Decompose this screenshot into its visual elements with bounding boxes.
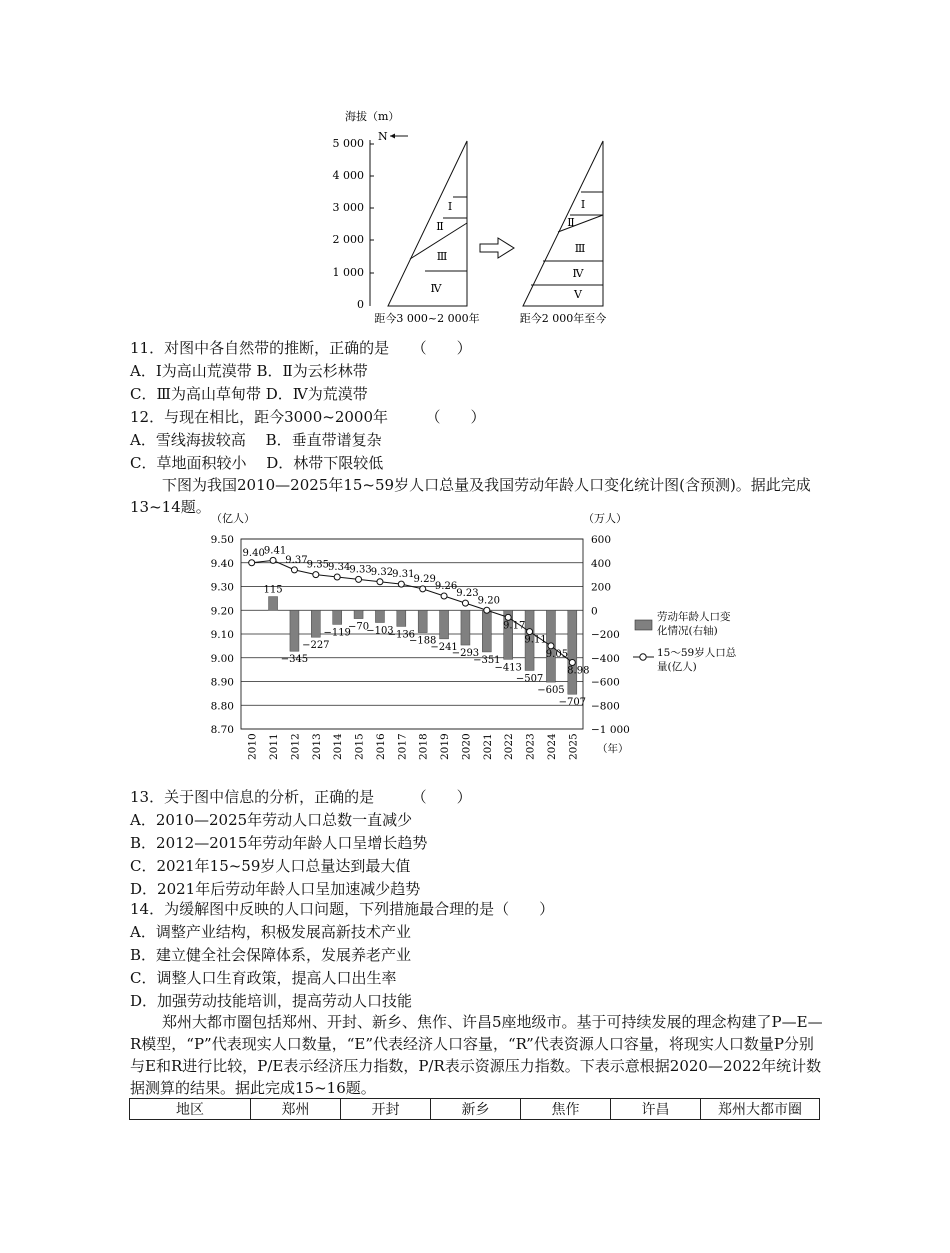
population-value-label: 9.33: [349, 564, 372, 576]
population-value-label: 9.35: [306, 559, 329, 571]
change-bar: [269, 597, 278, 611]
bar-value-label: −136: [387, 629, 416, 641]
figure1-ylabel: 海拔（m）: [345, 110, 400, 123]
population-value-label: 9.29: [413, 573, 436, 585]
table-header-cell: 新乡: [431, 1099, 521, 1120]
bar-value-label: −103: [366, 625, 394, 637]
table-header-cell: 焦作: [521, 1099, 611, 1120]
left-tick-label: 9.30: [210, 581, 234, 594]
population-point: [441, 593, 447, 599]
x-tick-label: 2020: [460, 733, 473, 760]
change-bar: [354, 610, 363, 618]
left-zone-1: Ⅰ: [447, 200, 453, 213]
legend-bar-text-2: 化情况(右轴): [657, 625, 718, 637]
population-point: [356, 576, 362, 582]
population-value-label: 9.26: [434, 581, 458, 592]
change-bar: [440, 610, 449, 639]
x-tick-label: 2013: [310, 733, 323, 760]
population-chart: [195, 508, 795, 763]
bar-value-label: −345: [280, 654, 309, 666]
q14-option-c: C．调整人口生育政策，提高人口出生率: [130, 969, 397, 987]
x-tick-label: 2021: [481, 733, 494, 760]
table-header-cell: 郑州: [251, 1099, 341, 1120]
population-value-label: 9.20: [477, 595, 500, 607]
q13-option-b: B．2012—2015年劳动年龄人口呈增长趋势: [130, 834, 428, 852]
population-value-label: 8.98: [567, 665, 590, 677]
q13-stem: 13．关于图中信息的分析，正确的是 （ ）: [130, 788, 472, 806]
ytick-3000: 3 000: [332, 201, 364, 214]
table-header-cell: 许昌: [611, 1099, 701, 1120]
right-mountain-profile: [523, 141, 603, 306]
population-value-label: 9.32: [370, 566, 394, 578]
intro-15-16: 郑州大都市圈包括郑州、开封、新乡、焦作、许昌5座地级市。基于可持续发展的理念构建了P—E—R模型，“P”代表现实人口数量，“E”代表经济人口容量，“R”代表资源人口容量，将现实人口数量P分别与E和R进行比较，P/E表示经济压力指数，P/R表示资源压力指数。下表示意根据2020—2022年统计数据测算的结果。据此完成15~16题。: [130, 1013, 823, 1097]
population-point: [398, 581, 404, 587]
right-tick-label: −200: [591, 629, 620, 641]
legend-line-marker: [640, 654, 646, 660]
bar-value-label: −605: [537, 685, 565, 697]
bar-value-label: −293: [451, 648, 480, 660]
transition-arrow-icon: [480, 238, 514, 258]
bar-value-label: −241: [430, 641, 458, 653]
change-bar: [311, 610, 320, 637]
left-zone-4: Ⅳ: [430, 282, 442, 295]
change-bar: [418, 610, 427, 632]
change-bar: [568, 610, 577, 694]
bar-value-label: −507: [515, 673, 544, 685]
left-tick-label: 9.40: [210, 557, 234, 570]
ytick-2000: 2 000: [332, 233, 364, 246]
left-tick-label: 8.90: [210, 676, 234, 689]
right-tick-label: 600: [591, 534, 612, 546]
left-caption: 距今3 000~2 000年: [374, 312, 480, 325]
bar-value-label: −70: [348, 621, 370, 633]
left-axis-unit: （亿人）: [211, 512, 255, 525]
population-value-label: 9.23: [456, 588, 479, 600]
bar-value-label: −227: [302, 640, 330, 652]
left-tick-label: 9.20: [210, 605, 234, 618]
q11-stem: 11．对图中各自然带的推断，正确的是 （ ）: [130, 339, 472, 357]
right-zone-1: Ⅰ: [580, 198, 586, 211]
change-bar: [333, 610, 342, 624]
legend-line-text-2: 量(亿人): [657, 661, 697, 673]
right-tick-label: −600: [591, 676, 620, 689]
population-point: [291, 567, 297, 573]
q11-options-cd: C．Ⅲ为高山草甸带 D．Ⅳ为荒漠带: [130, 385, 368, 403]
population-point: [484, 607, 490, 613]
population-point: [462, 600, 468, 606]
x-tick-label: 2015: [353, 733, 366, 760]
x-tick-label: 2016: [374, 733, 387, 760]
q11-options-ab: A．Ⅰ为高山荒漠带 B．Ⅱ为云杉林带: [130, 362, 368, 380]
q13-option-c: C．2021年15~59岁人口总量达到最大值: [130, 857, 411, 875]
change-bar: [375, 610, 384, 622]
intro-13-14: 下图为我国2010—2025年15~59岁人口总量及我国劳动年龄人口变化统计图(含预测)。据此完成13~14题。: [130, 476, 811, 516]
change-bar: [397, 610, 406, 626]
right-tick-label: −1 000: [591, 724, 630, 736]
right-tick-label: −400: [591, 652, 620, 665]
change-bar: [461, 610, 470, 645]
population-point: [313, 572, 319, 578]
x-tick-label: 2014: [332, 733, 345, 760]
pressure-index-table: [129, 1098, 820, 1120]
population-value-label: 9.34: [328, 562, 351, 573]
right-caption: 距今2 000年至今: [519, 312, 607, 325]
x-tick-label: 2012: [289, 733, 302, 760]
q14-stem: 14．为缓解图中反映的人口问题，下列措施最合理的是（ ）: [130, 900, 555, 918]
x-tick-label: 2025: [567, 733, 580, 760]
left-zone-2: Ⅱ: [436, 220, 444, 233]
population-point: [249, 560, 255, 566]
x-tick-label: 2023: [524, 733, 537, 760]
q13-option-a: A．2010—2025年劳动人口总数一直减少: [130, 811, 413, 829]
north-arrowhead-icon: [390, 134, 395, 139]
left-tick-label: 8.70: [210, 724, 234, 736]
left-tick-label: 9.00: [210, 652, 234, 665]
ytick-5000: 5 000: [332, 137, 364, 150]
legend-line-text-1: 15～59岁人口总: [657, 647, 737, 659]
legend-bar-text-1: 劳动年龄人口变: [657, 611, 731, 623]
bar-value-label: −413: [494, 662, 522, 674]
right-tick-label: −800: [591, 700, 620, 713]
bar-value-label: −351: [473, 654, 501, 666]
right-axis-unit: （万人）: [583, 512, 627, 525]
population-value-label: 9.31: [392, 569, 415, 581]
right-zone-2: Ⅱ: [567, 216, 575, 229]
population-value-label: 9.40: [242, 547, 265, 559]
ytick-0: 0: [357, 298, 364, 311]
x-tick-label: 2024: [545, 733, 558, 760]
left-zone-3: Ⅲ: [436, 250, 448, 263]
north-label: N: [378, 130, 388, 143]
right-tick-label: 0: [591, 605, 598, 618]
x-tick-label: 2017: [396, 733, 409, 760]
change-bar: [290, 610, 299, 651]
left-tick-label: 8.80: [210, 700, 234, 713]
bar-value-label: −119: [323, 627, 351, 639]
bar-value-label: −707: [558, 697, 587, 709]
table-header-row: [130, 1099, 820, 1120]
x-axis-unit: （年）: [597, 743, 629, 755]
left-tick-label: 9.50: [210, 534, 234, 546]
change-bar: [482, 610, 491, 652]
bar-value-label: −188: [408, 635, 437, 647]
right-zone-3: Ⅲ: [574, 242, 586, 255]
left-mountain-profile: [388, 141, 467, 306]
right-tick-label: 200: [591, 581, 612, 594]
ytick-1000: 1 000: [332, 266, 364, 279]
legend-bar-swatch: [635, 620, 652, 630]
left-tick-label: 9.10: [210, 629, 234, 641]
x-tick-label: 2011: [268, 733, 281, 760]
x-tick-label: 2018: [417, 733, 430, 760]
vertical-zone-figure: [330, 100, 630, 330]
table-header-cell: 开封: [341, 1099, 431, 1120]
right-zone-4: Ⅳ: [572, 267, 584, 280]
population-value-label: 9.41: [263, 545, 287, 557]
right-zone-5: Ⅴ: [574, 288, 582, 301]
q12-options-cd: C．草地面积较小 D．林带下限较低: [130, 454, 384, 472]
x-tick-label: 2010: [246, 733, 259, 760]
x-tick-label: 2019: [439, 733, 452, 760]
population-value-label: 9.05: [545, 648, 569, 660]
q14-option-d: D．加强劳动技能培训，提高劳动人口技能: [130, 992, 413, 1010]
q14-option-a: A．调整产业结构，积极发展高新技术产业: [130, 923, 411, 941]
population-value-label: 9.37: [285, 554, 308, 566]
population-value-label: 9.11: [524, 634, 547, 646]
right-tick-label: 400: [591, 557, 612, 570]
table-header-cell: 郑州大都市圈: [701, 1099, 820, 1120]
ytick-4000: 4 000: [332, 169, 364, 182]
population-point: [334, 574, 340, 580]
x-tick-label: 2022: [503, 733, 516, 760]
population-point: [270, 557, 276, 563]
population-value-label: 9.17: [503, 620, 526, 632]
q14-option-b: B．建立健全社会保障体系，发展养老产业: [130, 946, 412, 964]
population-point: [420, 586, 426, 592]
table-header-cell: 地区: [130, 1099, 251, 1120]
q13-option-d: D．2021年后劳动年龄人口呈加速减少趋势: [130, 880, 421, 898]
q12-options-ab: A．雪线海拔较高 B．垂直带谱复杂: [130, 431, 382, 449]
q12-stem: 12．与现在相比，距今3000~2000年 （ ）: [130, 408, 486, 426]
population-point: [377, 579, 383, 585]
bar-value-label: 115: [263, 584, 283, 596]
